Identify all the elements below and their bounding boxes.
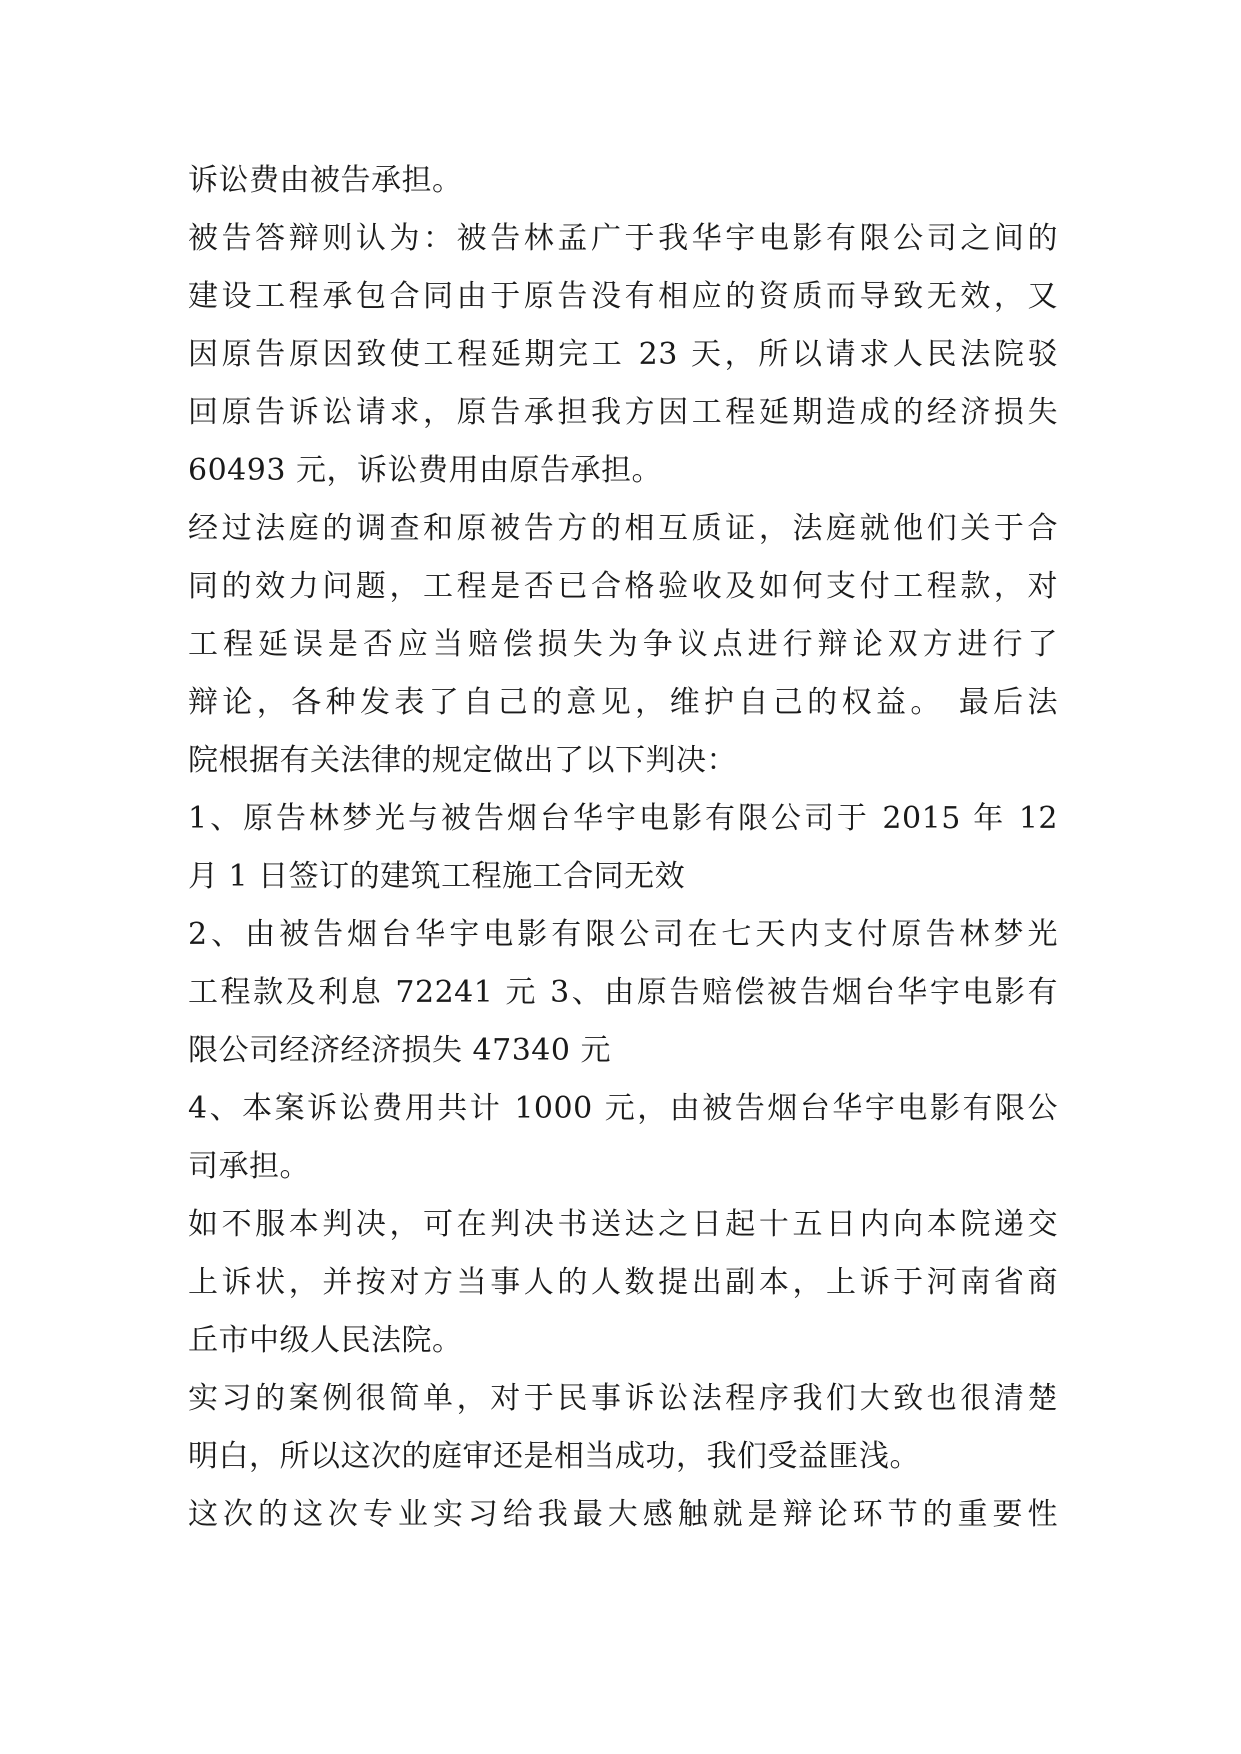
- text-line: 工程延误是否应当赔偿损失为争议点进行辩论双方进行了: [188, 627, 1058, 662]
- text-line: 月 1 日签订的建筑工程施工合同无效: [188, 859, 686, 894]
- text-line: 丘市中级人民法院。: [188, 1323, 463, 1358]
- text-line: 这次的这次专业实习给我最大感触就是辩论环节的重要性: [188, 1497, 1058, 1532]
- text-line: 如不服本判决，可在判决书送达之日起十五日内向本院递交: [188, 1207, 1058, 1242]
- text-line: 被告答辩则认为：被告林孟广于我华宇电影有限公司之间的: [188, 221, 1058, 256]
- text-line: 回原告诉讼请求，原告承担我方因工程延期造成的经济损失: [188, 395, 1058, 430]
- text-line: 诉讼费由被告承担。: [188, 163, 463, 198]
- document-body: [188, 152, 1058, 1544]
- text-line: 工程款及利息 72241 元 3、由原告赔偿被告烟台华宇电影有: [188, 975, 1058, 1010]
- text-line: 经过法庭的调查和原被告方的相互质证，法庭就他们关于合: [188, 511, 1058, 546]
- text-line: 明白，所以这次的庭审还是相当成功，我们受益匪浅。: [188, 1439, 920, 1474]
- text-line: 因原告原因致使工程延期完工 23 天，所以请求人民法院驳: [188, 337, 1058, 372]
- text-line: 辩论，各种发表了自己的意见，维护自己的权益。 最后法: [188, 685, 1058, 720]
- text-line: 建设工程承包合同由于原告没有相应的资质而导致无效，又: [188, 279, 1058, 314]
- text-line: 同的效力问题，工程是否已合格验收及如何支付工程款，对: [188, 569, 1058, 604]
- text-line: 司承担。: [188, 1149, 310, 1184]
- text-line: 1、原告林梦光与被告烟台华宇电影有限公司于 2015 年 12: [188, 801, 1058, 836]
- text-line: 限公司经济经济损失 47340 元: [188, 1033, 612, 1068]
- text-line: 上诉状，并按对方当事人的人数提出副本，上诉于河南省商: [188, 1265, 1058, 1300]
- text-line: 院根据有关法律的规定做出了以下判决：: [188, 743, 737, 778]
- text-line: 实习的案例很简单，对于民事诉讼法程序我们大致也很清楚: [188, 1381, 1058, 1416]
- text-line: 60493 元，诉讼费用由原告承担。: [188, 453, 662, 488]
- text-line: 2、由被告烟台华宇电影有限公司在七天内支付原告林梦光: [188, 917, 1058, 952]
- text-line: 4、本案诉讼费用共计 1000 元，由被告烟台华宇电影有限公: [188, 1091, 1058, 1126]
